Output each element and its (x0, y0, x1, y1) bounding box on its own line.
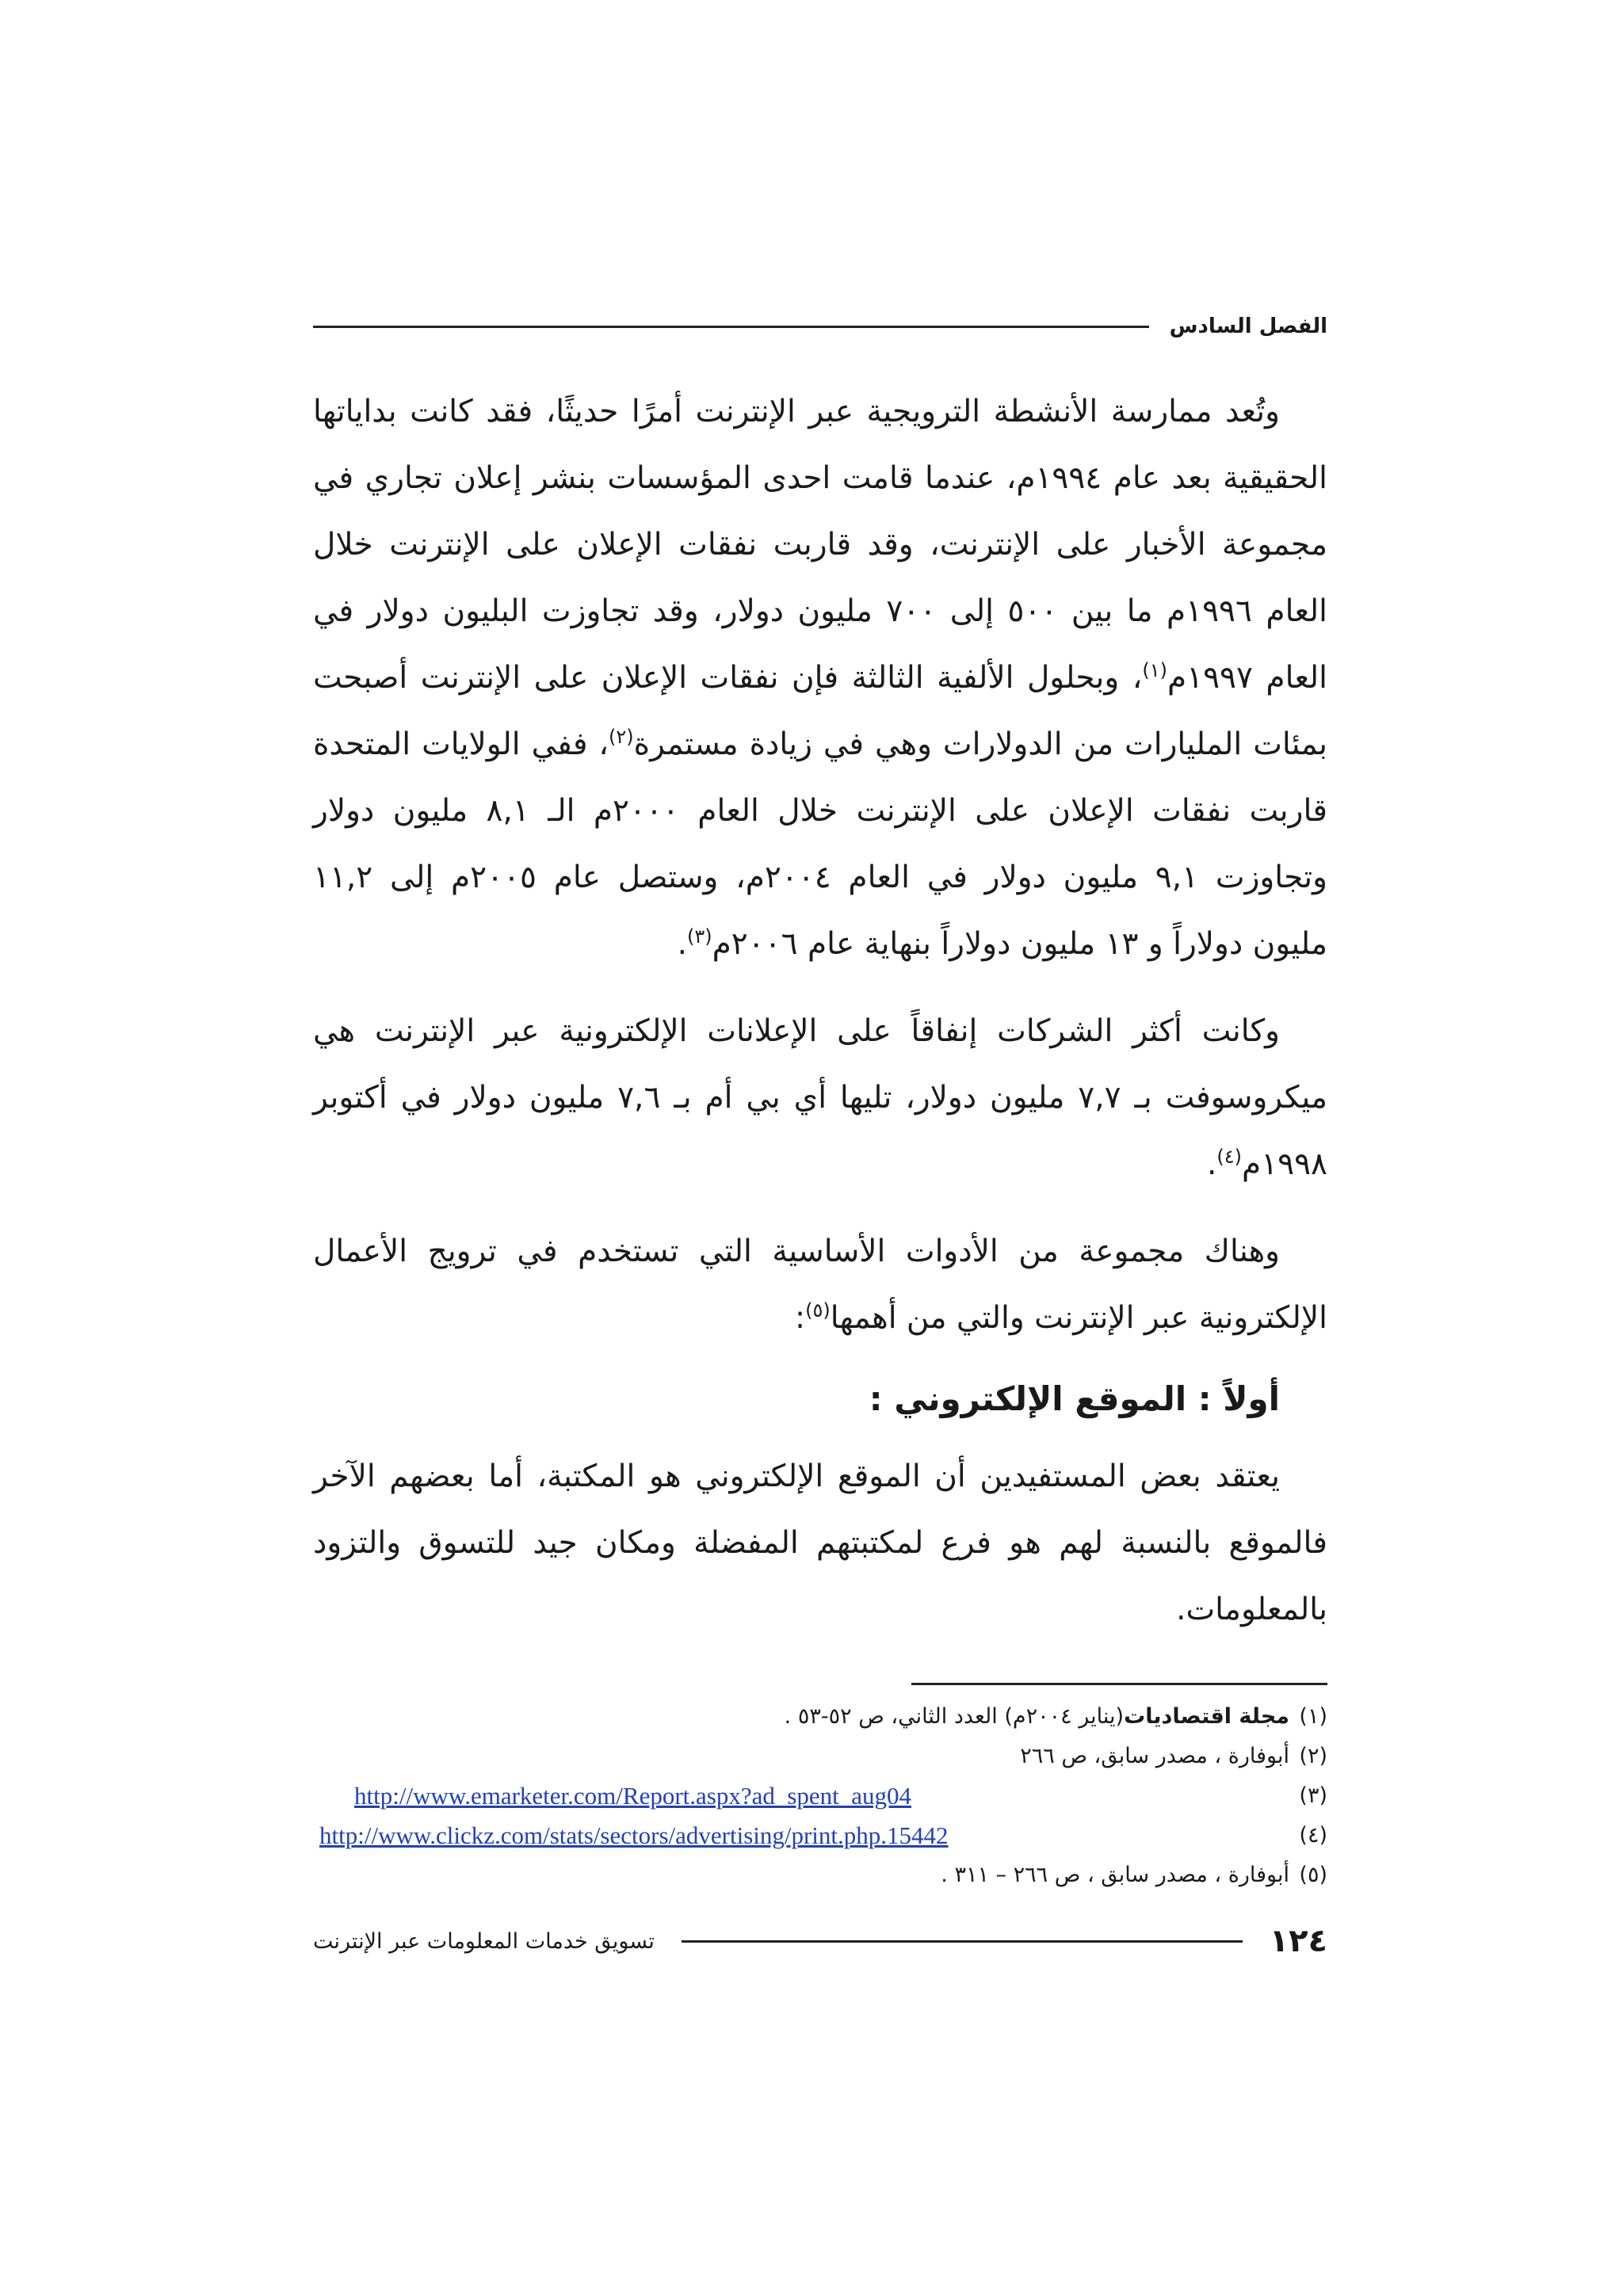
footnote-ref-4: (٤) (1216, 1146, 1243, 1168)
paragraph-3 (313, 1219, 1327, 1352)
paragraph-text: وهناك مجموعة من الأدوات الأساسية التي تستخدم في ترويج الأعمال الإلكترونية عبر الإنترنت والتي من أهمها (313, 1234, 1327, 1336)
footnote-ref-1: (١) (1142, 659, 1167, 681)
footnote-number: (٥) (1299, 1863, 1327, 1887)
footnote-number: (٣) (1299, 1783, 1327, 1808)
paragraph-text: . (677, 926, 687, 962)
footnote-number: (٢) (1299, 1744, 1327, 1768)
footnote-text: أبوفارة ، مصدر سابق، ص ٢٦٦ (1020, 1744, 1289, 1768)
footnote-text: أبوفارة ، مصدر سابق ، ص ٢٦٦ – ٣١١ . (941, 1863, 1289, 1887)
paragraph-text: ، وبحلول الألفية الثالثة فإن نفقات الإعلان على الإنترنت أصبحت بمئات المليارات من الدولارات وهي في زيادة مستمرة (313, 660, 1327, 762)
paragraph-text: وتُعد ممارسة الأنشطة الترويجية عبر الإنترنت أمرًا حديثًا، فقد كانت بداياتها الحقيقية بعد عام ١٩٩٤م، عندما قامت احدى المؤسسات بنشر إعلان تجاري في مجموعة الأخبار على الإنترنت، وقد قاربت نفقات الإعلان على الإنترنت خلال العام ١٩٩٦م ما بين ٥٠٠ إلى ٧٠٠ مليون دولار، وقد تجاوزت البليون دولار في العام ١٩٩٧م (313, 394, 1327, 696)
footnote-item (313, 1855, 1327, 1895)
book-title: تسويق خدمات المعلومات عبر الإنترنت (313, 1928, 655, 1954)
footnote-ref-2: (٢) (609, 726, 634, 748)
paragraph-2 (313, 998, 1327, 1198)
footnote-item (313, 1776, 1327, 1816)
footnote-number: (٤) (1299, 1823, 1327, 1848)
paragraph-text: : (794, 1300, 806, 1336)
section-heading: أولاً : الموقع الإلكتروني : (869, 1379, 1280, 1418)
paragraph-text: . (1207, 1146, 1217, 1182)
page-footer (313, 1917, 1327, 1965)
footer-divider (682, 1940, 1243, 1943)
footnote-source-title: مجلة اقتصاديات (1124, 1704, 1289, 1729)
running-header (313, 311, 1327, 342)
footnote-divider (911, 1683, 1327, 1685)
page-number: ١٢٤ (1269, 1923, 1327, 1959)
paragraph-text: يعتقد بعض المستفيدين أن الموقع الإلكتروني هو المكتبة، أما بعضهم الآخر فالموقع بالنسبة لهم هو فرع لمكتبتهم المفضلة ومكان جيد للتسوق والتزود بالمعلومات. (313, 1459, 1327, 1627)
paragraph-text: وكانت أكثر الشركات إنفاقاً على الإعلانات الإلكترونية عبر الإنترنت هي ميكروسوفت بـ ٧,٧ مليون دولار، تليها أي بي أم بـ ٧,٦ مليون دولار في أكتوبر ١٩٩٨م (313, 1013, 1327, 1182)
footnote-link[interactable]: http://www.emarketer.com/Report.aspx?ad_spent_aug04 (354, 1782, 912, 1810)
footnote-ref-3: (٣) (686, 925, 712, 948)
footnote-text: (يناير ٢٠٠٤م) العدد الثاني، ص ٥٢-٥٣ . (784, 1704, 1125, 1729)
footnote-ref-5: (٥) (805, 1299, 831, 1322)
paragraph-4 (313, 1444, 1327, 1643)
paragraph-text: ، ففي الولايات المتحدة قاربت نفقات الإعلان على الإنترنت خلال العام ٢٠٠٠م الـ ٨,١ مليون دولار وتجاوزت ٩,١ مليون دولار في العام ٢٠٠٤م، وستصل عام ٢٠٠٥م إلى ١١,٢ مليون دولاراً و ١٣ مليون دولاراً بنهاية عام ٢٠٠٦م (313, 727, 1328, 962)
body-text (313, 379, 1327, 1650)
footnote-link[interactable]: http://www.clickz.com/stats/sectors/advertising/print.php.15442 (319, 1821, 949, 1849)
footnote-number: (١) (1299, 1704, 1327, 1729)
header-divider (313, 326, 1149, 328)
chapter-title: الفصل السادس (1169, 315, 1327, 338)
footnote-item (313, 1697, 1327, 1737)
footnotes (313, 1697, 1327, 1895)
footnote-item (313, 1816, 1327, 1855)
footnote-item (313, 1737, 1327, 1776)
paragraph-1 (313, 379, 1327, 978)
